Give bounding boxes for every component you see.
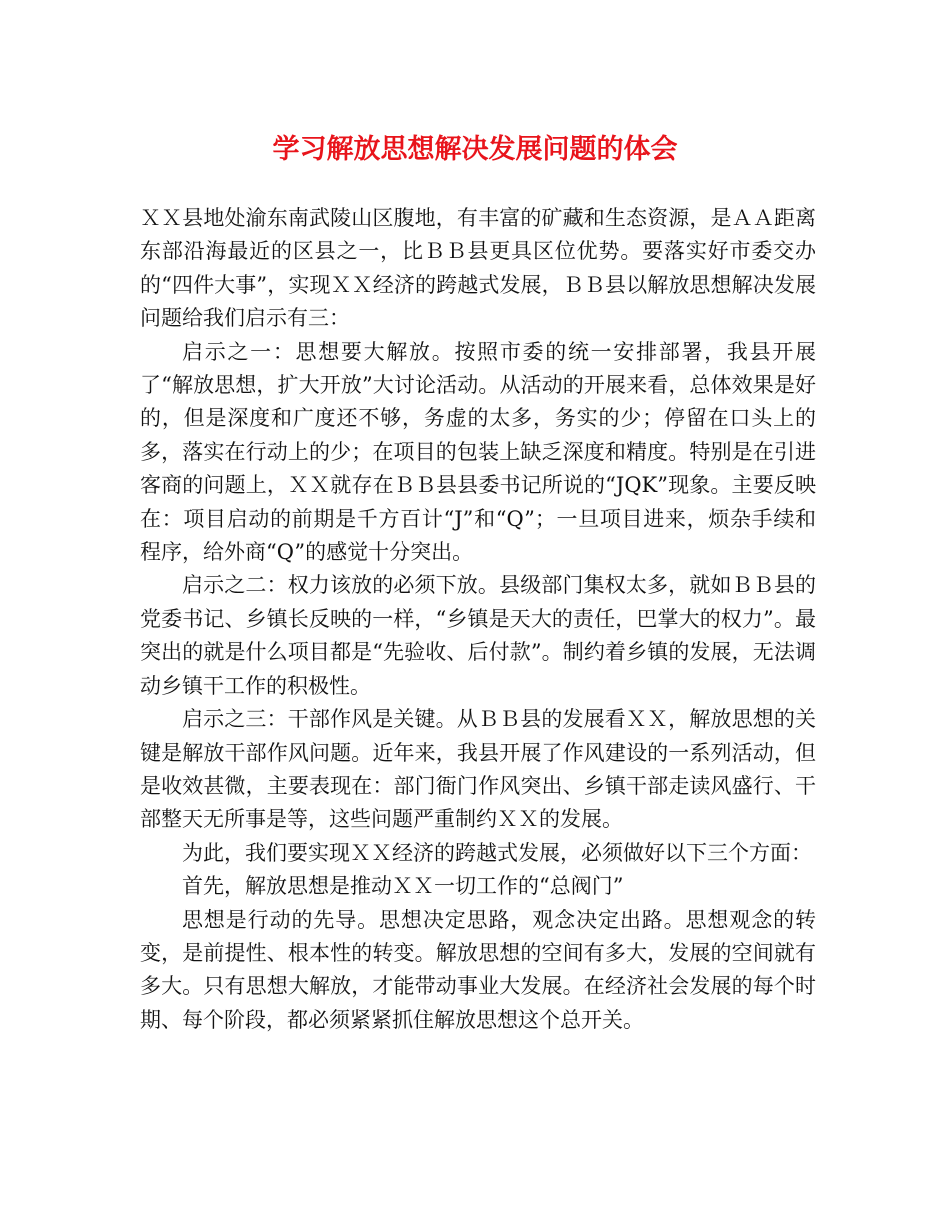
paragraph-insight-three: 启示之三：干部作风是关键。从ＢＢ县的发展看ＸＸ，解放思想的关键是解放干部作风问题。近年来，我县开展了作风建设的一系列活动，但是收效甚微，主要表现在：部门衙门作风突出、乡镇干部走读风盛行、干部整天无所事是等，这些问题严重制约ＸＸ的发展。 [140,707,816,832]
paragraph-intro: ＸＸ县地处渝东南武陵山区腹地，有丰富的矿藏和生态资源，是ＡＡ距离东部沿海最近的区县之一，比ＢＢ县更具区位优势。要落实好市委交办的“四件大事”，实现ＸＸ经济的跨越式发展，ＢＢ县以解放思想解决发展问题给我们启示有三： [140,206,816,331]
paragraph-first-point-body: 思想是行动的先导。思想决定思路，观念决定出路。思想观念的转变，是前提性、根本性的转变。解放思想的空间有多大，发展的空间就有多大。只有思想大解放，才能带动事业大发展。在经济社会发展的每个时期、每个阶段，都必须紧紧抓住解放思想这个总开关。 [140,907,816,1032]
document-title: 学习解放思想解决发展问题的体会 [272,134,678,165]
document-body [140,202,816,1037]
paragraph-insight-two: 启示之二：权力该放的必须下放。县级部门集权太多，就如ＢＢ县的党委书记、乡镇长反映的一样，“乡镇是天大的责任，巴掌大的权力”。最突出的就是什么项目都是“先验收、后付款”。制约着乡镇的发展，无法调动乡镇干工作的积极性。 [140,573,816,698]
paragraph-insight-one: 启示之一：思想要大解放。按照市委的统一安排部署，我县开展了“解放思想，扩大开放”大讨论活动。从活动的开展来看，总体效果是好的，但是深度和广度还不够，务虚的太多，务实的少；停留在口头上的多，落实在行动上的少；在项目的包装上缺乏深度和精度。特别是在引进客商的问题上，ＸＸ就存在ＢＢ县县委书记所说的“JQK”现象。主要反映在：项目启动的前期是千方百计“J”和“Q”；一旦项目进来，烦杂手续和程序，给外商“Q”的感觉十分突出。 [140,339,816,565]
paragraph-transition: 为此，我们要实现ＸＸ经济的跨越式发展，必须做好以下三个方面： [182,840,812,865]
paragraph-first-point-heading: 首先，解放思想是推动ＸＸ一切工作的“总阀门” [182,874,624,899]
